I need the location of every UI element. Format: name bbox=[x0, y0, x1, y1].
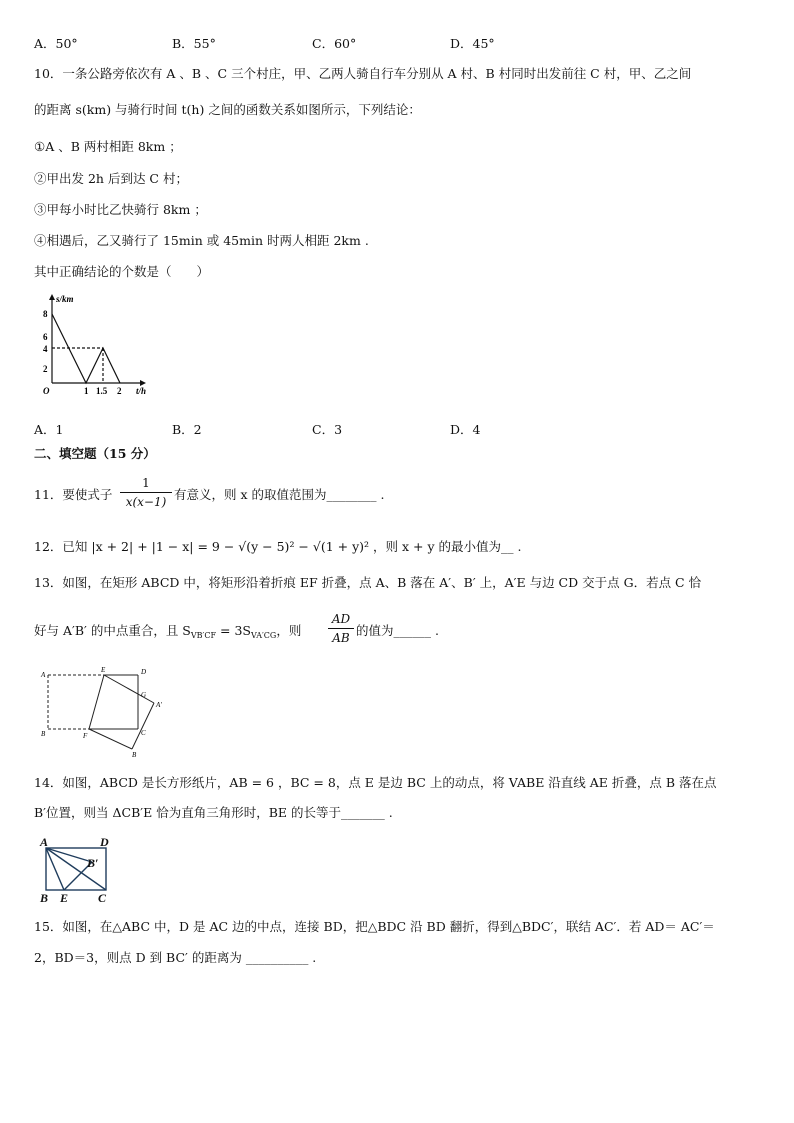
q14-label-b: B bbox=[40, 891, 49, 905]
graph-origin: O bbox=[43, 386, 50, 396]
q13-line2-post: ，则 bbox=[276, 623, 302, 638]
graph-ytick-4: 4 bbox=[43, 344, 48, 354]
q13-line2 bbox=[34, 622, 301, 645]
q9-option-c: C．60° bbox=[312, 36, 357, 51]
section-title: 二、填空题（15 分） bbox=[34, 446, 156, 461]
q14-label-b-prime: B′ bbox=[87, 856, 99, 870]
q14-label-d: D bbox=[100, 835, 109, 849]
q14-label-e: E bbox=[60, 891, 69, 905]
q10-statement-1: ①A 、B 两村相距 8km ； bbox=[34, 139, 182, 154]
q13-fraction bbox=[328, 610, 354, 647]
q13-mid: = 3S bbox=[216, 623, 251, 638]
q10-statement-2: ②甲出发 2h 后到达 C 村； bbox=[34, 171, 188, 186]
q10-question: 其中正确结论的个数是（ ） bbox=[34, 264, 210, 279]
q10-option-d: D．4 bbox=[450, 422, 481, 437]
q10-distance-time-graph bbox=[34, 292, 164, 404]
graph-ytick-2: 2 bbox=[43, 364, 48, 374]
q15-line2: 2，BD＝3，则点 D 到 BC′ 的距离为 __________ . bbox=[34, 950, 317, 965]
graph-xtick-1.5: 1.5 bbox=[96, 386, 108, 396]
q15-line1: 15．如图，在△ABC 中，D 是 AC 边的中点，连接 BD，把△BDC 沿 BD 翻折，得到△BDC′，联结 AC′．若 AD＝ AC′＝ bbox=[34, 919, 715, 934]
q10-option-a: A．1 bbox=[34, 422, 64, 437]
q10-line1: 10．一条公路旁依次有 A 、B 、C 三个村庄，甲、乙两人骑自行车分别从 A 村、B 村同时出发前往 C 村，甲、乙之间 bbox=[34, 66, 692, 81]
q14-rectangle-figure bbox=[34, 834, 124, 906]
q13-fold-figure bbox=[34, 663, 174, 758]
q13-frac-num: AD bbox=[328, 610, 354, 629]
graph-ytick-8: 8 bbox=[43, 309, 48, 319]
q13-label-a-prime: A′ bbox=[156, 701, 162, 709]
q11-fraction bbox=[120, 474, 172, 511]
graph-xtick-1: 1 bbox=[84, 386, 89, 396]
q14-label-c: C bbox=[98, 891, 107, 905]
q13-sub2: VA′CG bbox=[250, 631, 277, 640]
q13-label-b-prime: B bbox=[132, 751, 137, 758]
q13-frac-den: AB bbox=[332, 631, 350, 645]
q14-line2: B′位置，则当 ΔCB′E 恰为直角三角形时，BE 的长等于_______ . bbox=[34, 805, 393, 820]
q13-sub1: VB′CF bbox=[190, 631, 217, 640]
graph-xtick-2: 2 bbox=[117, 386, 122, 396]
q13-label-g: G bbox=[141, 691, 147, 699]
q11-denominator: x(x−1) bbox=[125, 495, 167, 509]
q13-label-a: A bbox=[41, 671, 46, 679]
q11-prefix: 11．要使式子 bbox=[34, 487, 113, 502]
q9-option-b: B．55° bbox=[172, 36, 216, 51]
q13-label-e: E bbox=[101, 666, 106, 674]
graph-xlabel: t/h bbox=[136, 386, 147, 396]
q14-line1: 14．如图，ABCD 是长方形纸片，AB = 6 ，BC = 8，点 E 是边 BC 上的动点，将 VABE 沿直线 AE 折叠，点 B 落在点 bbox=[34, 775, 717, 790]
q11-numerator: 1 bbox=[120, 474, 172, 493]
q13-label-b: B bbox=[41, 730, 46, 738]
q13-label-f: F bbox=[83, 732, 88, 740]
q9-option-a: A．50° bbox=[34, 36, 78, 51]
q14-label-a: A bbox=[40, 835, 49, 849]
q10-option-c: C．3 bbox=[312, 422, 343, 437]
q10-statement-4: ④相遇后，乙又骑行了 15min 或 45min 时两人相距 2km . bbox=[34, 233, 369, 248]
graph-ytick-6: 6 bbox=[43, 332, 48, 342]
q13-tail: 的值为______ . bbox=[356, 623, 439, 638]
q13-label-c: C bbox=[141, 729, 146, 737]
q13-label-d: D bbox=[141, 668, 147, 676]
q12-text: 12．已知 |x + 2| + |1 − x| = 9 − √(y − 5)² − √(1 + y)² ，则 x + y 的最小值为__ . bbox=[34, 539, 522, 554]
q10-statement-3: ③甲每小时比乙快骑行 8km ； bbox=[34, 202, 207, 217]
q10-line2: 的距离 s(km) 与骑行时间 t(h) 之间的函数关系如图所示，下列结论： bbox=[34, 102, 421, 117]
q13-line2-pre: 好与 A′B′ 的中点重合，且 S bbox=[34, 623, 191, 638]
q11-suffix: 有意义，则 x 的取值范围为________ . bbox=[174, 487, 385, 502]
graph-ylabel: s/km bbox=[56, 294, 74, 304]
q10-option-b: B．2 bbox=[172, 422, 202, 437]
q13-line1: 13．如图，在矩形 ABCD 中，将矩形沿着折痕 EF 折叠，点 A、B 落在 A′、B′ 上，A′E 与边 CD 交于点 G．若点 C 恰 bbox=[34, 575, 702, 590]
q9-option-d: D．45° bbox=[450, 36, 495, 51]
